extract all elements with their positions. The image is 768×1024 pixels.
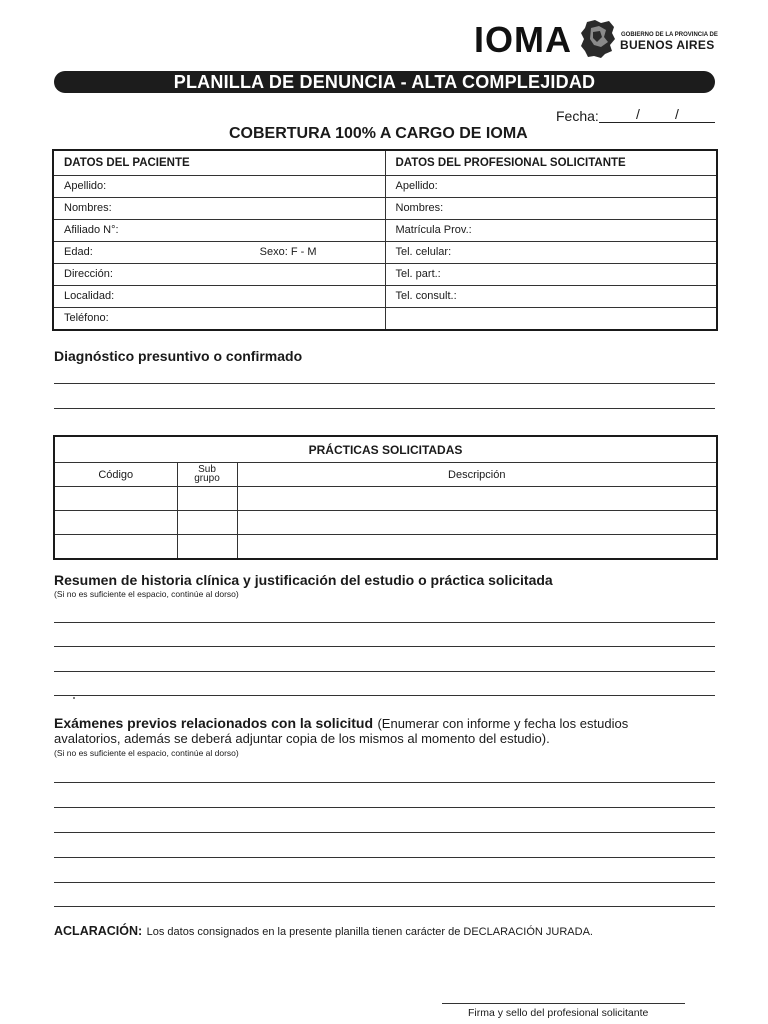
patient-edad-cell	[53, 242, 385, 264]
professional-apellido-label: Apellido:	[385, 176, 717, 198]
writing-line	[54, 622, 715, 623]
patient-telefono-label: Teléfono:	[53, 308, 385, 331]
table-cell	[237, 511, 717, 535]
aclaracion-text: Los datos consignados en la presente planilla tienen carácter de DECLARACIÓN JURADA.	[146, 926, 593, 938]
table-cell	[177, 535, 237, 560]
aclaracion	[54, 922, 593, 940]
writing-line	[54, 906, 715, 907]
professional-nombres-label: Nombres:	[385, 198, 717, 220]
examenes-title: Exámenes previos relacionados con la solicitud	[54, 715, 374, 731]
writing-line	[54, 857, 715, 858]
practicas-table	[53, 435, 718, 560]
signature-label: Firma y sello del profesional solicitante	[468, 1007, 649, 1019]
col-codigo: Código	[54, 463, 177, 487]
fecha-separator: /	[636, 106, 640, 122]
signature-line	[442, 1003, 685, 1004]
aclaracion-label: ACLARACIÓN:	[54, 924, 143, 938]
table-row	[54, 511, 717, 535]
table-cell	[54, 487, 177, 511]
professional-tel-part-label: Tel. part.:	[385, 264, 717, 286]
patient-sexo-label: Sexo: F - M	[259, 246, 317, 258]
patient-professional-table	[52, 149, 718, 331]
province-seal-icon	[579, 18, 617, 60]
table-row	[54, 487, 717, 511]
professional-tel-consult-label: Tel. consult.:	[385, 286, 717, 308]
empty-cell	[385, 308, 717, 331]
province-name: BUENOS AIRES	[620, 38, 715, 52]
writing-line	[54, 782, 715, 783]
table-row	[54, 535, 717, 560]
patient-heading: DATOS DEL PACIENTE	[53, 150, 385, 176]
professional-heading: DATOS DEL PROFESIONAL SOLICITANTE	[385, 150, 717, 176]
fecha-label: Fecha:	[556, 108, 599, 124]
writing-line	[54, 832, 715, 833]
professional-tel-celular-label: Tel. celular:	[385, 242, 717, 264]
table-cell	[54, 535, 177, 560]
writing-line	[54, 383, 715, 384]
examenes-text-1: (Enumerar con informe y fecha los estudios	[377, 716, 629, 731]
examenes-text-2: avalatorios, además se deberá adjuntar copia de los mismos al momento del estudio).	[54, 731, 550, 746]
resumen-title: Resumen de historia clínica y justificación del estudio o práctica solicitada	[54, 572, 553, 588]
patient-direccion-label: Dirección:	[53, 264, 385, 286]
table-cell	[237, 535, 717, 560]
diagnostico-title: Diagnóstico presuntivo o confirmado	[54, 348, 303, 364]
patient-afiliado-label: Afiliado N°:	[53, 220, 385, 242]
table-cell	[54, 511, 177, 535]
writing-line	[54, 646, 715, 647]
patient-nombres-label: Nombres:	[53, 198, 385, 220]
col-subgrupo-line1: Sub	[198, 464, 216, 475]
col-subgrupo-line2: grupo	[194, 473, 220, 484]
writing-line	[54, 807, 715, 808]
patient-apellido-label: Apellido:	[53, 176, 385, 198]
coverage-heading: COBERTURA 100% A CARGO DE IOMA	[229, 125, 528, 142]
writing-line	[54, 882, 715, 883]
writing-line	[54, 671, 715, 672]
writing-line	[54, 408, 715, 409]
table-cell	[237, 487, 717, 511]
col-descripcion: Descripción	[237, 463, 717, 487]
table-cell	[177, 511, 237, 535]
resumen-note: (Si no es suficiente el espacio, continúe al dorso)	[54, 589, 239, 599]
patient-localidad-label: Localidad:	[53, 286, 385, 308]
table-cell	[177, 487, 237, 511]
writing-line	[54, 695, 715, 696]
ioma-logo: IOMA	[474, 19, 572, 60]
form-title: PLANILLA DE DENUNCIA - ALTA COMPLEJIDAD	[54, 71, 715, 93]
stray-dot	[73, 697, 75, 699]
fecha-separator: /	[675, 106, 679, 122]
government-label: GOBIERNO DE LA PROVINCIA DE	[621, 32, 718, 38]
fecha-line	[599, 122, 715, 123]
professional-matricula-label: Matrícula Prov.:	[385, 220, 717, 242]
practicas-title: PRÁCTICAS SOLICITADAS	[54, 436, 717, 463]
patient-edad-label: Edad:	[64, 246, 93, 258]
examenes-note: (Si no es suficiente el espacio, continúe al dorso)	[54, 748, 239, 758]
col-subgrupo	[177, 463, 237, 487]
